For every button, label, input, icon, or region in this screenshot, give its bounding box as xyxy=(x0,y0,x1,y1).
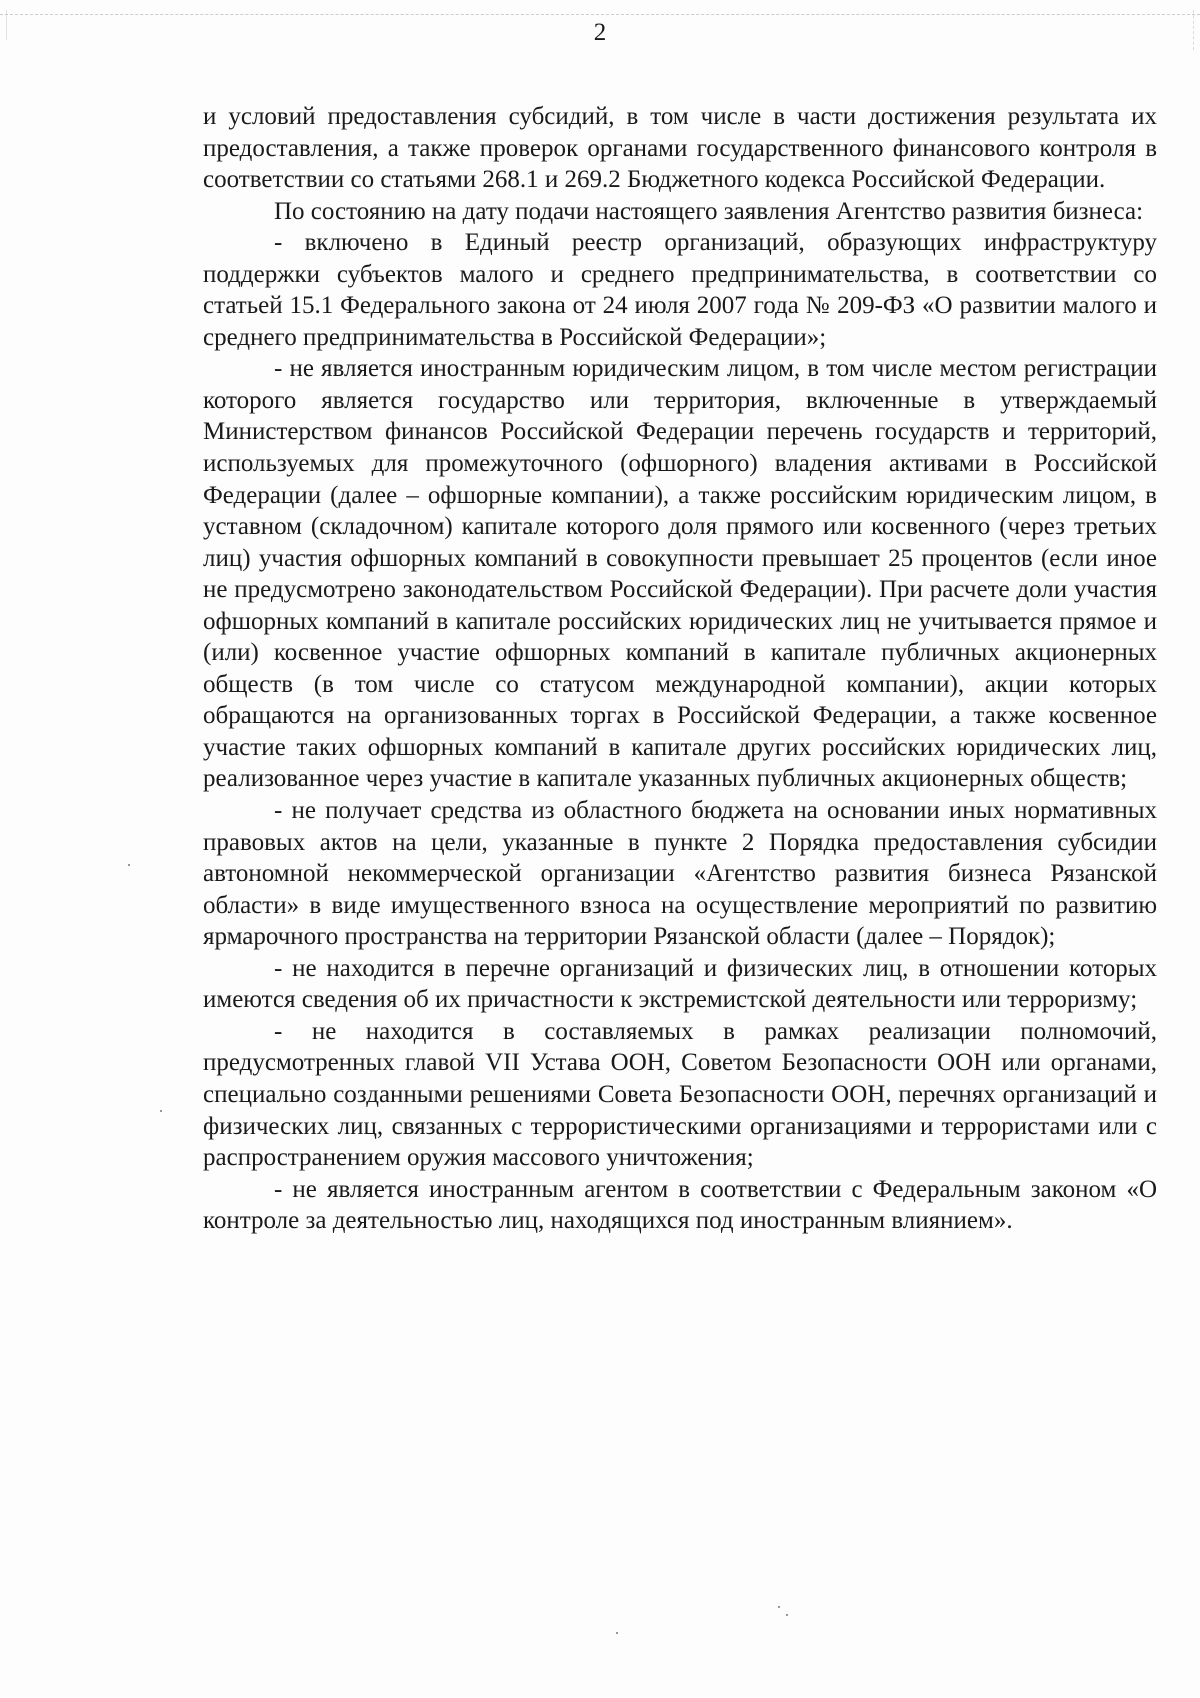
document-body xyxy=(203,101,1157,1237)
scan-speck xyxy=(786,1614,788,1616)
page-number: 2 xyxy=(593,19,607,46)
paragraph-budget-item: - не получает средства из областного бюджета на основании иных нормативных правовых актов на цели, указанные в пункте 2 Порядка предоставления субсидии автономной некоммерческой организации «Агентство развития бизнеса Рязанской области» в виде имущественного взноса на осуществление мероприятий по развитию ярмарочного пространства на территории Рязанской области (далее – Порядок); xyxy=(203,797,1157,951)
scan-speck xyxy=(778,1606,780,1608)
paragraph-foreign-agent-item: - не является иностранным агентом в соответствии с Федеральным законом «О контроле за деятельностью лиц, находящихся под иностранным влиянием». xyxy=(203,1175,1157,1235)
paragraph-status-intro: По состоянию на дату подачи настоящего заявления Агентство развития бизнеса: xyxy=(274,197,1144,225)
scan-speck xyxy=(616,1632,618,1634)
paragraph-offshore-item: - не является иностранным юридическим лицом, в том числе местом регистрации которого является государство или территория, включенные в утверждаемый Министерством финансов Российской Федерации перечень государств и территорий, используемых для промежуточного (офшорного) владения активами в Российской Федерации (далее – офшорные компании), а также российским юридическим лицом, в уставном (складочном) капитале которого доля прямого или косвенного (через третьих лиц) участия офшорных компаний в совокупности превышает 25 процентов (если иное не предусмотрено законодательством Российской Федерации). При расчете доли участия офшорных компаний в капитале российских юридических лиц не учитывается прямое и (или) косвенное участие офшорных компаний в капитале публичных акционерных обществ (в том числе со статусом международной компании), акции которых обращаются на организованных торгах в Российской Федерации, а также косвенное участие таких офшорных компаний в капитале других российских юридических лиц, реализованное через участие в капитале указанных публичных акционерных обществ; xyxy=(203,355,1157,793)
paragraph-registry-item: - включено в Единый реестр организаций, образующих инфраструктуру поддержки субъектов малого и среднего предпринимательства, в соответствии со статьей 15.1 Федерального закона от 24 июля 2007 года № 209-ФЗ «О развитии малого и среднего предпринимательства в Российской Федерации»; xyxy=(203,229,1157,351)
scan-speck xyxy=(128,864,130,866)
paragraph-extremism-item: - не находится в перечне организаций и физических лиц, в отношении которых имеются сведения об их причастности к экстремистской деятельности или терроризму; xyxy=(203,954,1157,1014)
paragraph-continuation: и условий предоставления субсидий, в том числе в части достижения результата их предоставления, а также проверок органами государственного финансового контроля в соответствии со статьями 268.1 и 269.2 Бюджетного кодекса Российской Федерации. xyxy=(203,103,1157,194)
scan-speck xyxy=(160,1110,162,1112)
scan-edge-top xyxy=(0,14,1200,15)
paragraph-un-sanctions-item: - не находится в составляемых в рамках реализации полномочий, предусмотренных главой VII Устава ООН, Советом Безопасности ООН или органами, специально созданными решениями Совета Безопасности ООН, перечнях организаций и физических лиц, связанных с террористическими организациями и террористами или с распространением оружия массового уничтожения; xyxy=(203,1017,1157,1172)
